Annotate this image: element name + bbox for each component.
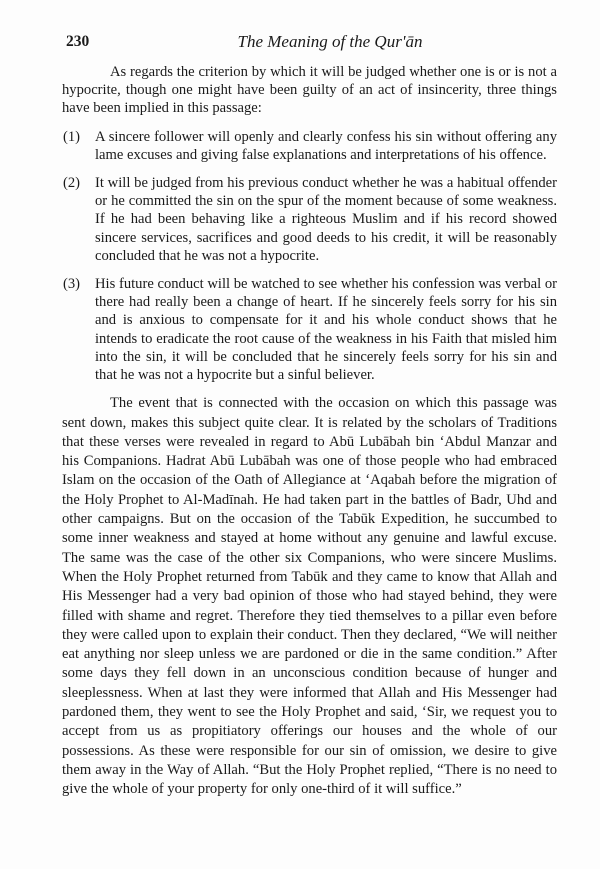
list-marker: (1)	[63, 128, 81, 145]
running-title: The Meaning of the Qur'ān	[237, 32, 423, 51]
list-text: His future conduct will be watched to see whether his confession was verbal or there had really been a change of heart. If he sincerely feels sorry for his sin and is anxious to compensate for it and his whole conduct shows that he intends to eradicate the root cause of the weakness in his Faith that misled him into the sin, it will be concluded that he sincerely feels sorry for his sin and that he was not a hypocrite but a sinful believer.	[95, 276, 557, 384]
list-marker: (2)	[63, 175, 81, 192]
page-header	[63, 30, 557, 52]
page-body	[62, 63, 557, 809]
criteria-item	[62, 128, 557, 164]
list-text: It will be judged from his previous conduct whether he was a habitual offender or he committed the sin on the spur of the moment because of some weakness. If he had been behaving like a righteous Muslim and if his record showed sincere services, sacrifices and good deeds to his credit, it will be reasonably concluded that he was not a hypocrite.	[95, 175, 557, 264]
list-text: A sincere follower will openly and clearly confess his sin without offering any lame excuses and giving false explanations and interpretations of his offence.	[95, 128, 557, 163]
criteria-list	[62, 128, 557, 385]
list-marker: (3)	[63, 276, 81, 293]
intro-paragraph: As regards the criterion by which it will be judged whether one is or is not a hypocrite, though one might have been guilty of an act of insincerity, three things have been implied in this passage:	[62, 64, 557, 117]
criteria-item	[62, 174, 557, 265]
page-number: 230	[66, 33, 90, 50]
event-paragraph: The event that is connected with the occasion on which this passage was sent down, makes this subject quite clear. It is related by the scholars of Traditions that these verses were revealed in regard to Abū Lubābah bin ‘Abdul Manzar and his Companions. Hadrat Abū Lubābah was one of those people who had embraced Islam on the occasion of the Oath of Allegiance at ‘Aqabah before the migration of the Holy Prophet to Al-Madīnah. He had taken part in the battles of Badr, Uhd and other campaigns. But on the occasion of the Tabūk Expedition, he succumbed to some inner weakness and stayed at home without any genuine and lawful excuse. The same was the case of the other six Companions, who were sincere Muslims. When the Holy Prophet returned from Tabūk and they came to know that Allah and His Messenger had a very bad opinion of those who had stayed behind, they were filled with shame and regret. Therefore they tied themselves to a pillar even before they were called upon to explain their conduct. Then they declared, “We will neither eat anything nor sleep unless we are pardoned or die in the same condition.” After some days they fell down in an unconscious condition because of hunger and sleeplessness. When at last they were informed that Allah and His Messenger had pardoned them, they went to see the Holy Prophet and said, ‘Sir, we request you to accept from us as propitiatory offerings our houses and the whole of our possessions. As these were responsible for our sin of omission, we desire to give them away in the Way of Allah. “But the Holy Prophet replied, “There is no need to give the whole of your property for only one-third of it will suffice.”	[62, 395, 557, 798]
criteria-item	[62, 275, 557, 384]
